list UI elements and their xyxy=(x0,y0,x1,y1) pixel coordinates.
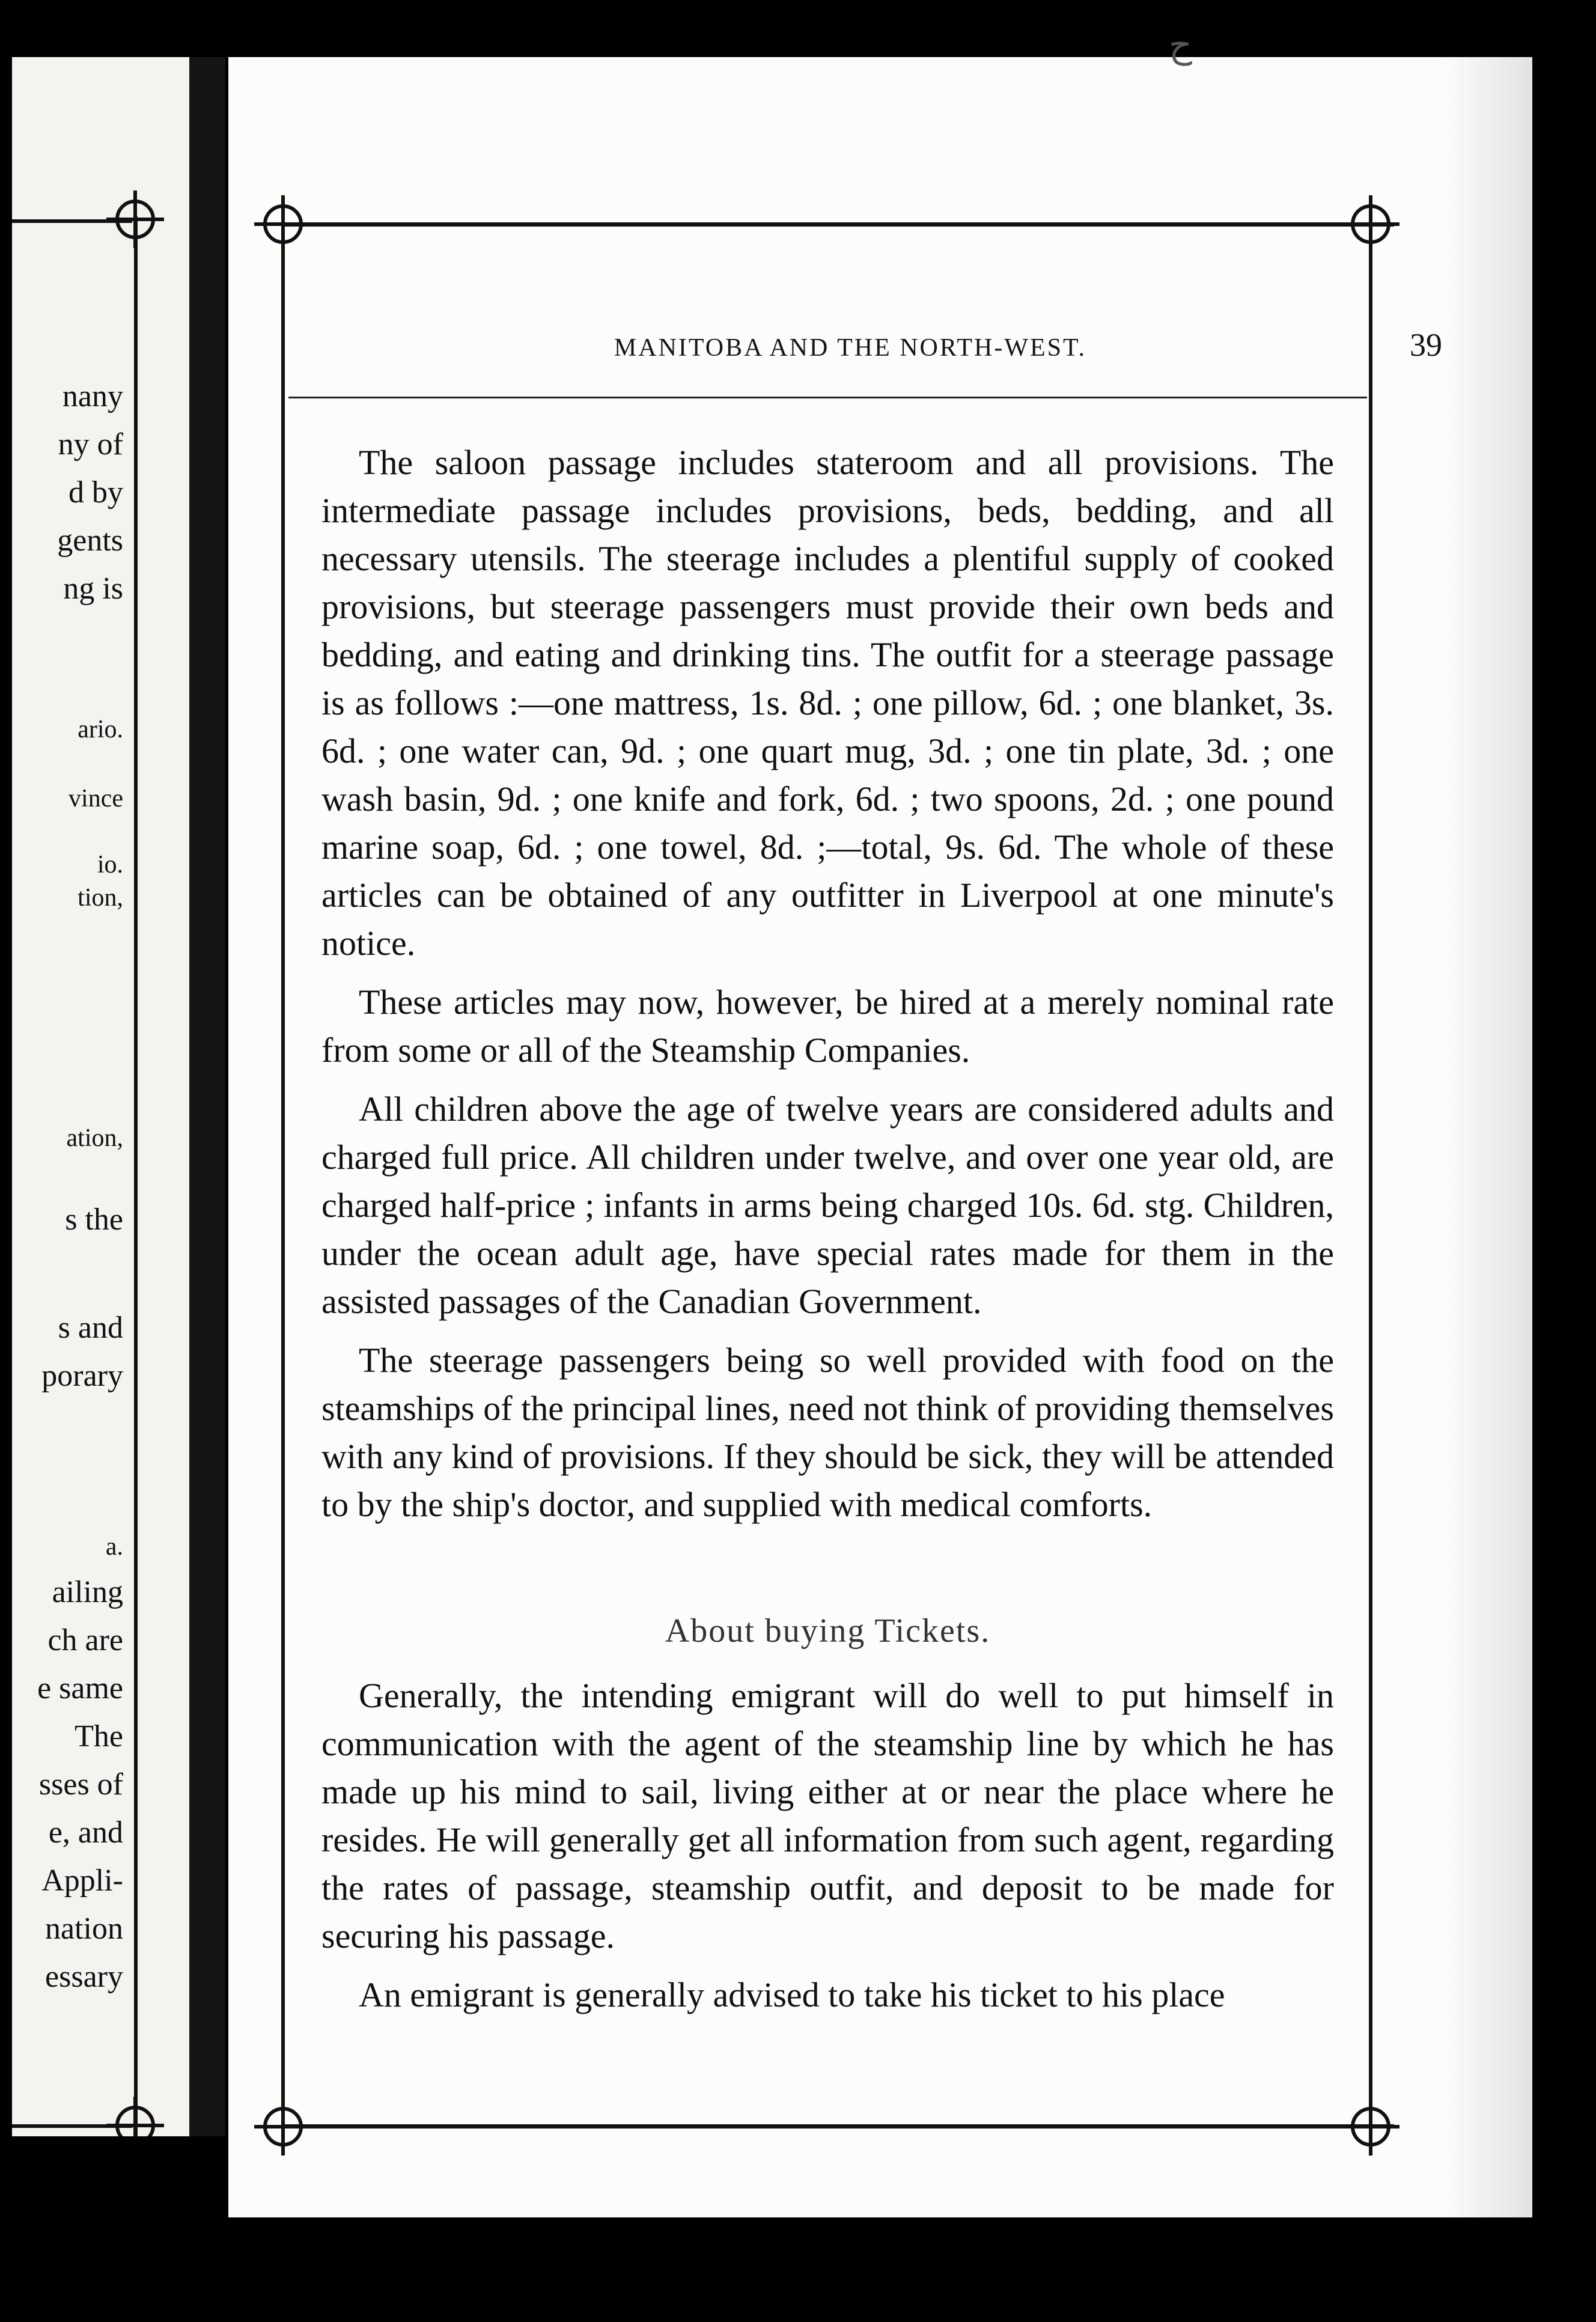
frame-bottom-rule xyxy=(282,2124,1394,2128)
body-paragraph: The saloon passage includes stateroom and all provisions. The intermediate passage includes provisions, beds, bedding, and all necessary utensils. The steerage includes a plentiful supply of cooked provisions, but steerage passengers must provide their own beds and bedding, and eating and drinking tins. The outfit for a steerage passage is as follows :—one mattress, 1s. 8d. ; one pillow, 6d. ; one blanket, 3s. 6d. ; one water can, 9d. ; one quart mug, 3d. ; one tin plate, 3d. ; one wash basin, 9d. ; one knife and fork, 6d. ; two spoons, 2d. ; one pound marine soap, 6d. ; one towel, 8d. ;—total, 9s. 6d. The whole of these articles can be obtained of any outfitter in Liverpool at one minute's notice. xyxy=(321,443,1334,963)
header-rule xyxy=(288,397,1367,398)
section-heading: About buying Tickets. xyxy=(665,1612,991,1650)
previous-page-line: d by xyxy=(69,475,123,510)
body-paragraph: The steerage passengers being so well provided with food on the steamships of the principal lines, need not think of providing themselves with any kind of provisions. If they should be sick, they will be attended to by the ship's doctor, and supplied with medical comforts. xyxy=(321,1341,1334,1524)
previous-page-line: ng is xyxy=(63,571,123,606)
previous-page-line: Appli- xyxy=(41,1863,123,1898)
page-number: 39 xyxy=(1410,327,1442,363)
previous-page-line: a. xyxy=(105,1533,123,1561)
page-edge-shading xyxy=(1442,57,1532,2217)
corner-ornament-icon xyxy=(1339,2095,1402,2158)
previous-page-line: s the xyxy=(65,1202,123,1237)
previous-page-line: ch are xyxy=(47,1623,123,1657)
previous-page-line: ation, xyxy=(66,1124,123,1152)
previous-page-line: essary xyxy=(45,1960,123,1994)
previous-page-frame-line xyxy=(134,216,138,2136)
body-paragraph: These articles may now, however, be hired at a merely nominal rate from some or all of the Steamship Companies. xyxy=(321,983,1334,1070)
previous-page-line: The xyxy=(75,1719,123,1754)
book-gutter xyxy=(189,57,225,2136)
previous-page-line: ny of xyxy=(58,427,123,462)
running-head-title: MANITOBA AND THE NORTH-WEST. xyxy=(614,334,1087,362)
previous-page-line: ario. xyxy=(78,716,123,743)
previous-page-line: sses of xyxy=(38,1767,123,1802)
previous-page-line: s and xyxy=(58,1311,123,1345)
previous-page-line: io. xyxy=(97,851,123,879)
body-paragraph: An emigrant is generally advised to take his ticket to his place xyxy=(359,1975,1225,2014)
corner-ornament-icon xyxy=(252,193,314,255)
scan-mark: ح xyxy=(1169,25,1192,65)
body-paragraph: Generally, the intending emigrant will do well to put himself in communication with the agent of the steamship line by which he has made up his mind to sail, living either at or near the place where he resides. He will generally get all information from such agent, regarding the rates of passage, steamship outfit, and deposit to be made for securing his passage. xyxy=(321,1676,1334,1955)
previous-page-line: ailing xyxy=(52,1575,123,1609)
book-page xyxy=(228,57,1532,2217)
frame-left-rule xyxy=(281,222,285,2128)
previous-page-text-fragments xyxy=(12,57,123,2136)
corner-ornament-icon xyxy=(1339,193,1402,255)
corner-ornament-icon xyxy=(252,2095,314,2158)
previous-page-line: gents xyxy=(57,523,123,558)
body-paragraph: All children above the age of twelve years are considered adults and charged full price. All children under twelve, and over one year old, are charged half-price ; infants in arms being charged 10s. 6d. stg. Children, under the ocean adult age, have special rates made for them in the assisted passages of the Canadian Government. xyxy=(321,1089,1334,1321)
frame-top-rule xyxy=(282,222,1394,227)
previous-page-line: nany xyxy=(62,379,123,413)
previous-page-edge xyxy=(12,57,189,2136)
page-body xyxy=(321,439,1334,2030)
previous-page-line: porary xyxy=(41,1359,123,1393)
previous-page-line: tion, xyxy=(78,884,123,912)
previous-page-line: nation xyxy=(45,1912,123,1946)
previous-page-line: e, and xyxy=(48,1815,123,1850)
previous-page-line: vince xyxy=(69,785,123,812)
frame-right-rule xyxy=(1369,222,1372,2128)
previous-page-line: e same xyxy=(37,1671,123,1705)
